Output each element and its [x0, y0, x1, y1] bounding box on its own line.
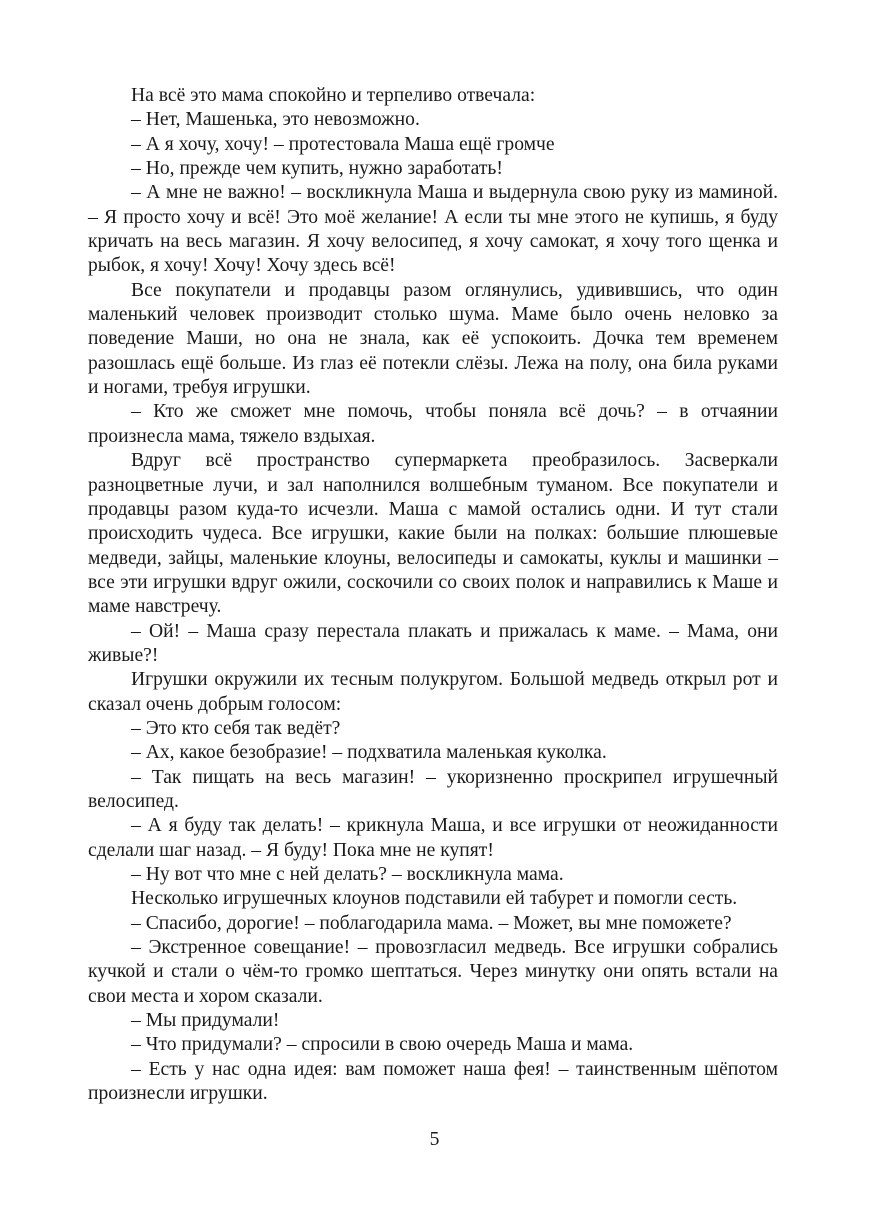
paragraph: – Кто же сможет мне помочь, чтобы поняла всё дочь? – в отчаянии произнесла мама, тяжело вздыхая.: [88, 401, 778, 447]
paragraph: – Ой! – Маша сразу перестала плакать и прижалась к маме. – Мама, они живые?!: [88, 620, 778, 666]
paragraph: – Есть у нас одна идея: вам поможет наша фея! – таинственным шёпотом произнесли игрушки.: [88, 1058, 778, 1105]
paragraph: – Ах, какое безобразие! – подхватила маленькая куколка.: [131, 742, 607, 764]
paragraph: – Экстренное совещание! – провозгласил медведь. Все игрушки собрались кучкой и стали о чём-то громко шептаться. Через минутку они опять встали на свои места и хором сказали.: [88, 937, 778, 1007]
paragraph: Все покупатели и продавцы разом оглянулись, удивившись, что один маленький человек производит столько шума. Маме было очень неловко за поведение Маши, но она не знала, как её успокоить. Дочка тем временем разошлась ещё больше. Из глаз её потекли слёзы. Лежа на полу, она била руками и ногами, требуя игрушки.: [88, 279, 778, 399]
paragraph: – Но, прежде чем купить, нужно заработать!: [131, 158, 503, 180]
paragraph: Игрушки окружили их тесным полукругом. Большой медведь открыл рот и сказал очень добрым голосом:: [88, 669, 778, 715]
paragraph: – Спасибо, дорогие! – поблагодарила мама. – Может, вы мне поможете?: [131, 912, 732, 934]
paragraph: На всё это мама спокойно и терпеливо отвечала:: [131, 85, 536, 106]
paragraph: – Так пищать на весь магазин! – укоризненно проскрипел игрушечный велосипед.: [88, 766, 778, 812]
paragraph: – Мы придумали!: [131, 1010, 280, 1032]
paragraph: Несколько игрушечных клоунов подставили ей табурет и помогли сесть.: [131, 888, 738, 910]
paragraph: – А я буду так делать! – крикнула Маша, и все игрушки от неожиданности сделали шаг назад. – Я буду! Пока мне не купят!: [88, 815, 778, 861]
paragraph: Вдруг всё пространство супермаркета преобразилось. Засверкали разноцветные лучи, и зал наполнился волшебным туманом. Все покупатели и продавцы разом куда-то исчезли. Маша с мамой остались одни. И тут стали происходить чудеса. Все игрушки, какие были на полках: большие плюшевые медведи, зайцы, маленькие клоуны, велосипеды и самокаты, куклы и машинки – все эти игрушки вдруг ожили, соскочили со своих полок и направились к Маше и маме навстречу.: [88, 450, 778, 618]
paragraph: – Ну вот что мне с ней делать? – воскликнула мама.: [131, 864, 564, 885]
page-body: [88, 84, 778, 1106]
paragraph: – Это кто себя так ведёт?: [131, 717, 341, 739]
paragraph: – Что придумали? – спросили в свою очередь Маша и мама.: [131, 1034, 634, 1056]
paragraph: – Нет, Машенька, это невозможно.: [131, 109, 420, 131]
paragraph: – А я хочу, хочу! – протестовала Маша ещё громче: [131, 133, 555, 155]
paragraph: – А мне не важно! – воскликнула Маша и выдернула свою руку из маминой. – Я просто хочу и всё! Это моё желание! А если ты мне этого не купишь, я буду кричать на весь магазин. Я хочу велосипед, я хочу самокат, я хочу того щенка и рыбок, я хочу! Хочу! Хочу здесь всё!: [88, 182, 778, 277]
page-number: 5: [429, 1129, 440, 1150]
